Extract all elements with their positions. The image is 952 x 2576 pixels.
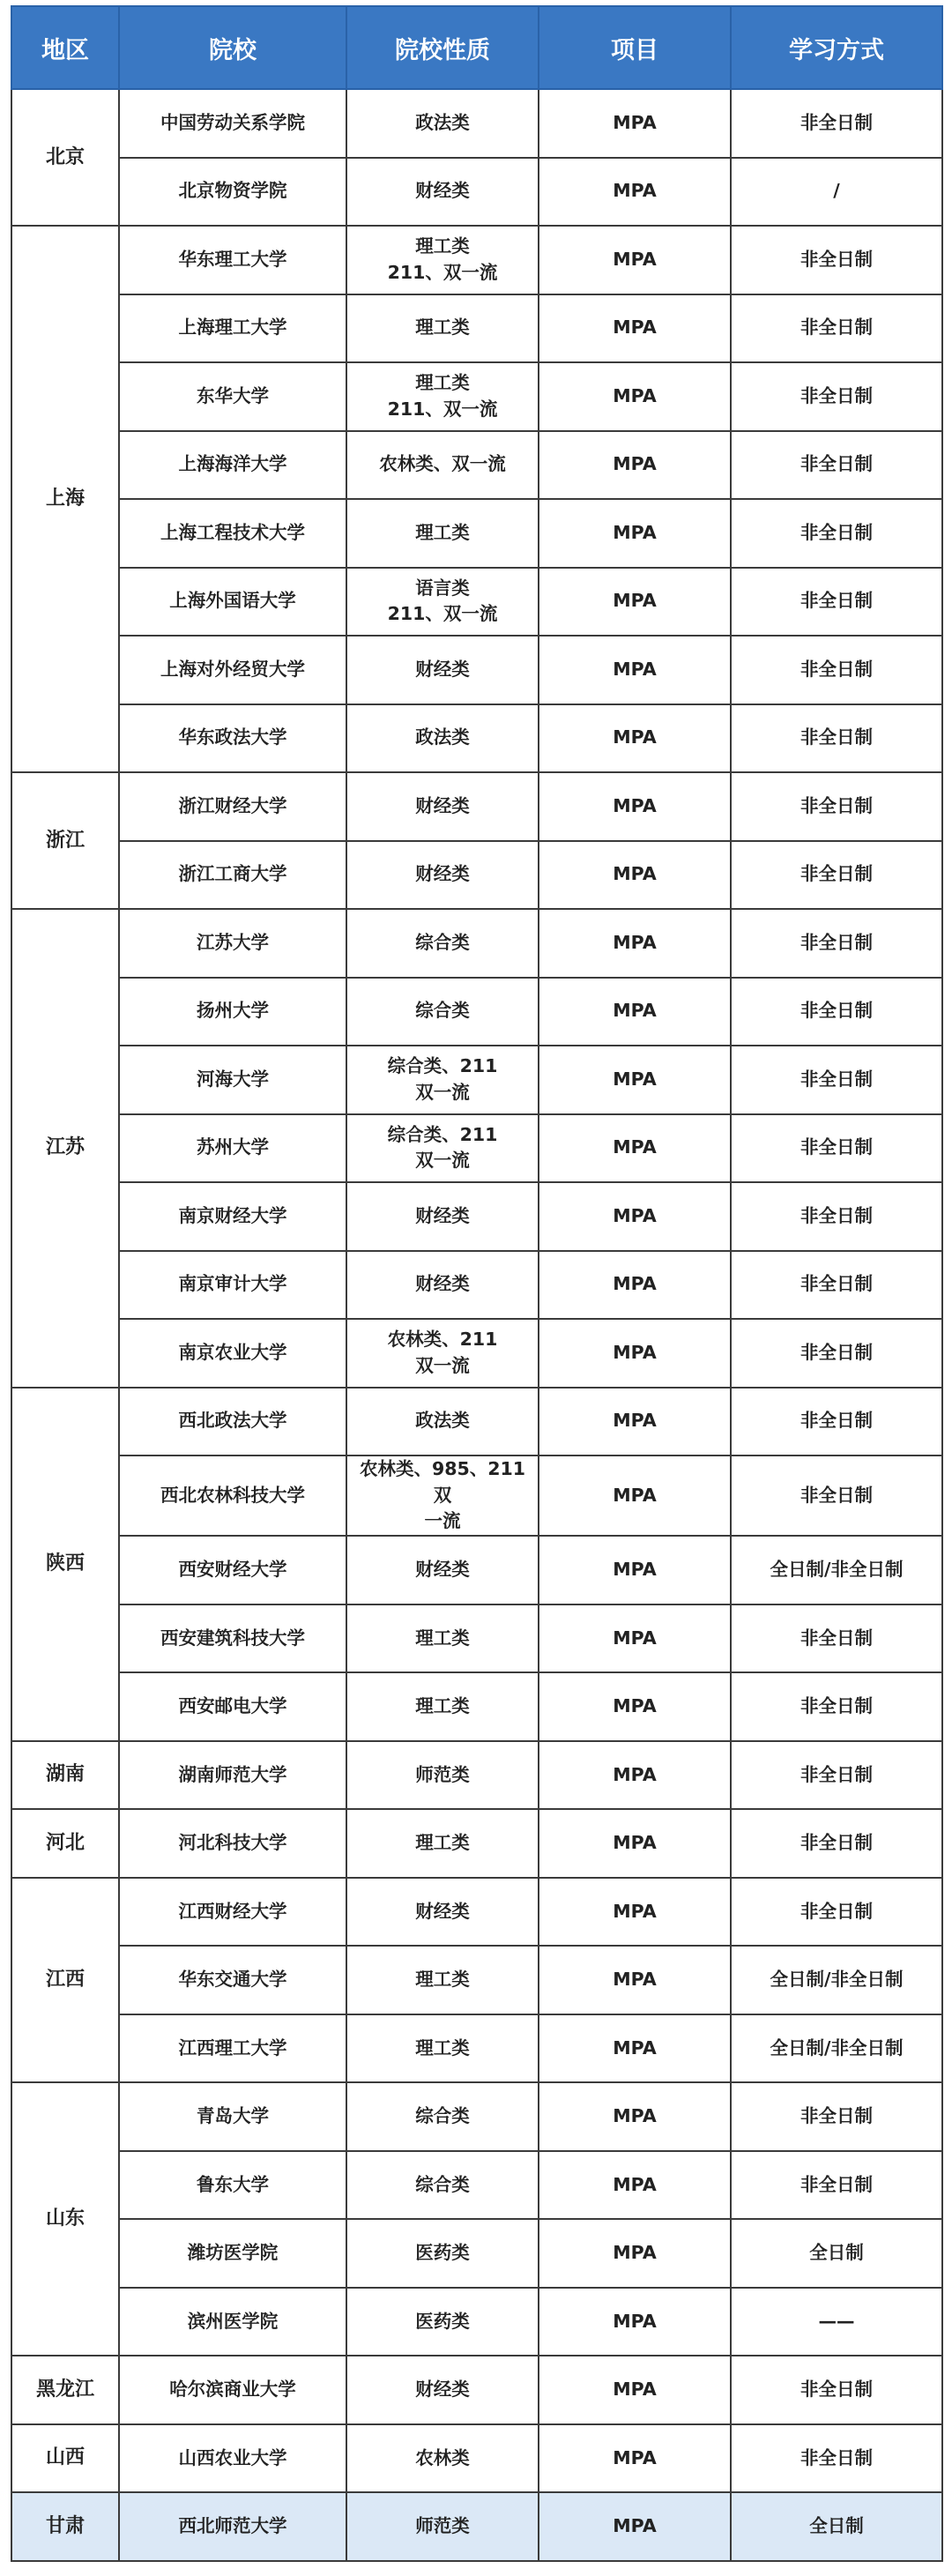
kind-cell bbox=[346, 2151, 539, 2220]
school-cell: 河海大学 bbox=[119, 1046, 346, 1114]
mode-cell: 非全日制 bbox=[731, 1319, 942, 1388]
mode-cell: 非全日制 bbox=[731, 1182, 942, 1251]
kind-cell bbox=[346, 1741, 539, 1810]
mode-cell: 非全日制 bbox=[731, 772, 942, 841]
kind-text: 财经类 bbox=[415, 2379, 470, 2401]
mode-cell: 全日制 bbox=[731, 2219, 942, 2288]
project-cell: MPA bbox=[539, 226, 731, 294]
project-cell: MPA bbox=[539, 1672, 731, 1741]
mode-cell: 非全日制 bbox=[731, 1809, 942, 1878]
school-cell: 潍坊医学院 bbox=[119, 2219, 346, 2288]
school-cell: 上海对外经贸大学 bbox=[119, 636, 346, 704]
school-cell: 江西理工大学 bbox=[119, 2014, 346, 2083]
region-cell: 山西 bbox=[11, 2424, 119, 2493]
kind-cell bbox=[346, 158, 539, 227]
kind-text: 财经类 bbox=[415, 1559, 470, 1581]
mode-cell: 非全日制 bbox=[731, 1741, 942, 1810]
table-row bbox=[11, 1456, 942, 1536]
mode-cell: 非全日制 bbox=[731, 226, 942, 294]
kind-cell bbox=[346, 2288, 539, 2356]
kind-text: 理工类 bbox=[415, 2036, 470, 2059]
mode-cell: 非全日制 bbox=[731, 294, 942, 363]
kind-text: 财经类 bbox=[415, 658, 470, 680]
kind-cell bbox=[346, 1536, 539, 1604]
mode-cell: 非全日制 bbox=[731, 636, 942, 704]
mode-cell: 全日制/非全日制 bbox=[731, 2014, 942, 2083]
region-cell: 北京 bbox=[11, 89, 119, 226]
mode-cell: 非全日制 bbox=[731, 1672, 942, 1741]
project-cell: MPA bbox=[539, 2151, 731, 2220]
mode-cell: 全日制 bbox=[731, 2492, 942, 2561]
kind-cell bbox=[346, 1251, 539, 1320]
table-row bbox=[11, 1388, 942, 1456]
mode-cell: 非全日制 bbox=[731, 1388, 942, 1456]
table-row bbox=[11, 978, 942, 1046]
table-row bbox=[11, 1878, 942, 1947]
region-cell: 陕西 bbox=[11, 1388, 119, 1741]
project-cell: MPA bbox=[539, 1182, 731, 1251]
kind-text: 理工类 bbox=[415, 1969, 470, 1991]
project-cell: MPA bbox=[539, 1946, 731, 2014]
mode-cell: 非全日制 bbox=[731, 431, 942, 500]
project-cell: MPA bbox=[539, 1251, 731, 1320]
table-row bbox=[11, 1046, 942, 1114]
table-row bbox=[11, 1536, 942, 1604]
project-cell: MPA bbox=[539, 841, 731, 910]
kind-text: 综合类 bbox=[415, 2105, 470, 2127]
region-cell: 山东 bbox=[11, 2082, 119, 2356]
kind-text: 财经类 bbox=[415, 1900, 470, 1922]
project-cell: MPA bbox=[539, 1809, 731, 1878]
table-row bbox=[11, 704, 942, 773]
project-cell: MPA bbox=[539, 2356, 731, 2424]
school-cell: 浙江工商大学 bbox=[119, 841, 346, 910]
header-row bbox=[11, 6, 942, 89]
kind-cell bbox=[346, 1604, 539, 1673]
table-row bbox=[11, 294, 942, 363]
kind-cell bbox=[346, 2014, 539, 2083]
kind-cell bbox=[346, 2219, 539, 2288]
project-cell: MPA bbox=[539, 772, 731, 841]
school-cell: 滨州医学院 bbox=[119, 2288, 346, 2356]
kind-text: 综合类、211 双一流 bbox=[387, 1055, 498, 1103]
kind-text: 农林类 bbox=[415, 2446, 470, 2468]
kind-text: 医药类 bbox=[415, 2242, 470, 2264]
project-cell: MPA bbox=[539, 2424, 731, 2493]
kind-text: 综合类 bbox=[415, 931, 470, 953]
kind-cell bbox=[346, 636, 539, 704]
kind-cell bbox=[346, 909, 539, 978]
kind-cell bbox=[346, 1388, 539, 1456]
kind-cell bbox=[346, 1046, 539, 1114]
kind-text: 政法类 bbox=[415, 726, 470, 748]
kind-text: 理工类 bbox=[415, 1695, 470, 1717]
school-table bbox=[11, 5, 943, 2562]
table-row bbox=[11, 841, 942, 910]
school-cell: 华东理工大学 bbox=[119, 226, 346, 294]
kind-text: 综合类 bbox=[415, 1000, 470, 1022]
kind-text: 理工类 211、双一流 bbox=[387, 372, 498, 420]
table-row bbox=[11, 1114, 942, 1183]
project-cell: MPA bbox=[539, 294, 731, 363]
header-region: 地区 bbox=[11, 6, 119, 89]
table-row bbox=[11, 2288, 942, 2356]
kind-text: 医药类 bbox=[415, 2310, 470, 2332]
kind-cell bbox=[346, 1946, 539, 2014]
mode-cell: 非全日制 bbox=[731, 2356, 942, 2424]
table-row bbox=[11, 89, 942, 158]
mode-cell: 非全日制 bbox=[731, 499, 942, 568]
header-mode: 学习方式 bbox=[731, 6, 942, 89]
header-kind: 院校性质 bbox=[346, 6, 539, 89]
table-row bbox=[11, 636, 942, 704]
kind-cell bbox=[346, 89, 539, 158]
project-cell: MPA bbox=[539, 2014, 731, 2083]
mode-cell: 非全日制 bbox=[731, 2082, 942, 2151]
table-row bbox=[11, 909, 942, 978]
kind-text: 综合类 bbox=[415, 2173, 470, 2195]
mode-cell: 非全日制 bbox=[731, 978, 942, 1046]
kind-text: 政法类 bbox=[415, 111, 470, 133]
kind-text: 师范类 bbox=[415, 2515, 470, 2537]
kind-cell bbox=[346, 1319, 539, 1388]
kind-cell bbox=[346, 2082, 539, 2151]
school-cell: 西安财经大学 bbox=[119, 1536, 346, 1604]
mode-cell: 非全日制 bbox=[731, 1456, 942, 1536]
kind-text: 理工类 211、双一流 bbox=[387, 235, 498, 283]
school-cell: 南京农业大学 bbox=[119, 1319, 346, 1388]
kind-text: 农林类、211 双一流 bbox=[387, 1329, 498, 1376]
mode-cell: 非全日制 bbox=[731, 1114, 942, 1183]
kind-text: 政法类 bbox=[415, 1410, 470, 1432]
mode-cell: 非全日制 bbox=[731, 2151, 942, 2220]
mode-cell: 非全日制 bbox=[731, 841, 942, 910]
kind-text: 财经类 bbox=[415, 794, 470, 816]
project-cell: MPA bbox=[539, 1878, 731, 1947]
school-cell: 东华大学 bbox=[119, 362, 346, 431]
table-row bbox=[11, 1741, 942, 1810]
project-cell: MPA bbox=[539, 362, 731, 431]
table-row bbox=[11, 1251, 942, 1320]
kind-cell bbox=[346, 2492, 539, 2561]
school-cell: 山西农业大学 bbox=[119, 2424, 346, 2493]
table-row bbox=[11, 2219, 942, 2288]
region-cell: 河北 bbox=[11, 1809, 119, 1878]
school-cell: 西安邮电大学 bbox=[119, 1672, 346, 1741]
kind-cell bbox=[346, 362, 539, 431]
kind-cell bbox=[346, 226, 539, 294]
region-cell: 甘肃 bbox=[11, 2492, 119, 2561]
region-cell: 黑龙江 bbox=[11, 2356, 119, 2424]
school-cell: 河北科技大学 bbox=[119, 1809, 346, 1878]
table-row bbox=[11, 1182, 942, 1251]
school-cell: 华东交通大学 bbox=[119, 1946, 346, 2014]
kind-cell bbox=[346, 704, 539, 773]
table-row bbox=[11, 362, 942, 431]
school-cell: 上海理工大学 bbox=[119, 294, 346, 363]
kind-cell bbox=[346, 2424, 539, 2493]
kind-cell bbox=[346, 499, 539, 568]
project-cell: MPA bbox=[539, 1741, 731, 1810]
kind-text: 语言类 211、双一流 bbox=[387, 577, 498, 625]
kind-text: 综合类、211 双一流 bbox=[387, 1123, 498, 1172]
mode-cell: 非全日制 bbox=[731, 568, 942, 637]
project-cell: MPA bbox=[539, 1046, 731, 1114]
school-cell: 西安建筑科技大学 bbox=[119, 1604, 346, 1673]
project-cell: MPA bbox=[539, 1456, 731, 1536]
project-cell: MPA bbox=[539, 1536, 731, 1604]
project-cell: MPA bbox=[539, 636, 731, 704]
table-row bbox=[11, 1672, 942, 1741]
table-row bbox=[11, 1319, 942, 1388]
table-row bbox=[11, 2151, 942, 2220]
kind-text: 财经类 bbox=[415, 1204, 470, 1226]
table-row bbox=[11, 568, 942, 637]
mode-cell: 全日制/非全日制 bbox=[731, 1536, 942, 1604]
region-cell: 上海 bbox=[11, 226, 119, 772]
project-cell: MPA bbox=[539, 1114, 731, 1183]
kind-cell bbox=[346, 772, 539, 841]
school-cell: 哈尔滨商业大学 bbox=[119, 2356, 346, 2424]
mode-cell: —— bbox=[731, 2288, 942, 2356]
school-cell: 西北政法大学 bbox=[119, 1388, 346, 1456]
mode-cell: 非全日制 bbox=[731, 1046, 942, 1114]
project-cell: MPA bbox=[539, 568, 731, 637]
kind-cell bbox=[346, 568, 539, 637]
school-cell: 南京财经大学 bbox=[119, 1182, 346, 1251]
kind-cell bbox=[346, 1456, 539, 1536]
table-row bbox=[11, 158, 942, 227]
school-cell: 西北师范大学 bbox=[119, 2492, 346, 2561]
project-cell: MPA bbox=[539, 158, 731, 227]
kind-cell bbox=[346, 294, 539, 363]
table-row bbox=[11, 2082, 942, 2151]
school-cell: 上海海洋大学 bbox=[119, 431, 346, 500]
header-school: 院校 bbox=[119, 6, 346, 89]
project-cell: MPA bbox=[539, 704, 731, 773]
header-project: 项目 bbox=[539, 6, 731, 89]
table-row bbox=[11, 226, 942, 294]
project-cell: MPA bbox=[539, 978, 731, 1046]
kind-text: 师范类 bbox=[415, 1763, 470, 1785]
kind-cell bbox=[346, 1878, 539, 1947]
project-cell: MPA bbox=[539, 499, 731, 568]
project-cell: MPA bbox=[539, 89, 731, 158]
kind-cell bbox=[346, 1182, 539, 1251]
school-cell: 江苏大学 bbox=[119, 909, 346, 978]
kind-text: 农林类、双一流 bbox=[379, 453, 506, 475]
project-cell: MPA bbox=[539, 2288, 731, 2356]
mode-cell: 非全日制 bbox=[731, 704, 942, 773]
school-cell: 上海外国语大学 bbox=[119, 568, 346, 637]
table-row bbox=[11, 1946, 942, 2014]
region-cell: 江西 bbox=[11, 1878, 119, 2083]
project-cell: MPA bbox=[539, 1319, 731, 1388]
project-cell: MPA bbox=[539, 1604, 731, 1673]
kind-text: 农林类、985、211双 一流 bbox=[359, 1458, 526, 1532]
mode-cell: 非全日制 bbox=[731, 1878, 942, 1947]
table-row bbox=[11, 2492, 942, 2561]
kind-text: 理工类 bbox=[415, 1832, 470, 1854]
table-row bbox=[11, 2356, 942, 2424]
mode-cell: 非全日制 bbox=[731, 2424, 942, 2493]
school-cell: 苏州大学 bbox=[119, 1114, 346, 1183]
kind-cell bbox=[346, 2356, 539, 2424]
kind-text: 财经类 bbox=[415, 180, 470, 202]
kind-cell bbox=[346, 841, 539, 910]
school-cell: 中国劳动关系学院 bbox=[119, 89, 346, 158]
kind-cell bbox=[346, 978, 539, 1046]
project-cell: MPA bbox=[539, 1388, 731, 1456]
mode-cell: / bbox=[731, 158, 942, 227]
mode-cell: 全日制/非全日制 bbox=[731, 1946, 942, 2014]
region-cell: 浙江 bbox=[11, 772, 119, 909]
school-cell: 扬州大学 bbox=[119, 978, 346, 1046]
region-cell: 江苏 bbox=[11, 909, 119, 1388]
project-cell: MPA bbox=[539, 2492, 731, 2561]
school-cell: 浙江财经大学 bbox=[119, 772, 346, 841]
table-row bbox=[11, 1809, 942, 1878]
table-row bbox=[11, 1604, 942, 1673]
project-cell: MPA bbox=[539, 2082, 731, 2151]
table-row bbox=[11, 499, 942, 568]
kind-text: 财经类 bbox=[415, 863, 470, 885]
school-cell: 南京审计大学 bbox=[119, 1251, 346, 1320]
mode-cell: 非全日制 bbox=[731, 362, 942, 431]
table-row bbox=[11, 2014, 942, 2083]
project-cell: MPA bbox=[539, 909, 731, 978]
school-cell: 青岛大学 bbox=[119, 2082, 346, 2151]
school-cell: 鲁东大学 bbox=[119, 2151, 346, 2220]
kind-text: 财经类 bbox=[415, 1273, 470, 1295]
table-row bbox=[11, 2424, 942, 2493]
mode-cell: 非全日制 bbox=[731, 89, 942, 158]
school-cell: 上海工程技术大学 bbox=[119, 499, 346, 568]
kind-cell bbox=[346, 1114, 539, 1183]
table-row bbox=[11, 772, 942, 841]
school-cell: 江西财经大学 bbox=[119, 1878, 346, 1947]
kind-cell bbox=[346, 1809, 539, 1878]
mode-cell: 非全日制 bbox=[731, 1251, 942, 1320]
school-cell: 西北农林科技大学 bbox=[119, 1456, 346, 1536]
kind-text: 理工类 bbox=[415, 316, 470, 339]
table-row bbox=[11, 431, 942, 500]
school-cell: 湖南师范大学 bbox=[119, 1741, 346, 1810]
kind-text: 理工类 bbox=[415, 1627, 470, 1649]
school-cell: 华东政法大学 bbox=[119, 704, 346, 773]
mode-cell: 非全日制 bbox=[731, 909, 942, 978]
project-cell: MPA bbox=[539, 2219, 731, 2288]
mode-cell: 非全日制 bbox=[731, 1604, 942, 1673]
project-cell: MPA bbox=[539, 431, 731, 500]
region-cell: 湖南 bbox=[11, 1741, 119, 1810]
kind-text: 理工类 bbox=[415, 521, 470, 543]
kind-cell bbox=[346, 1672, 539, 1741]
school-cell: 北京物资学院 bbox=[119, 158, 346, 227]
kind-cell bbox=[346, 431, 539, 500]
